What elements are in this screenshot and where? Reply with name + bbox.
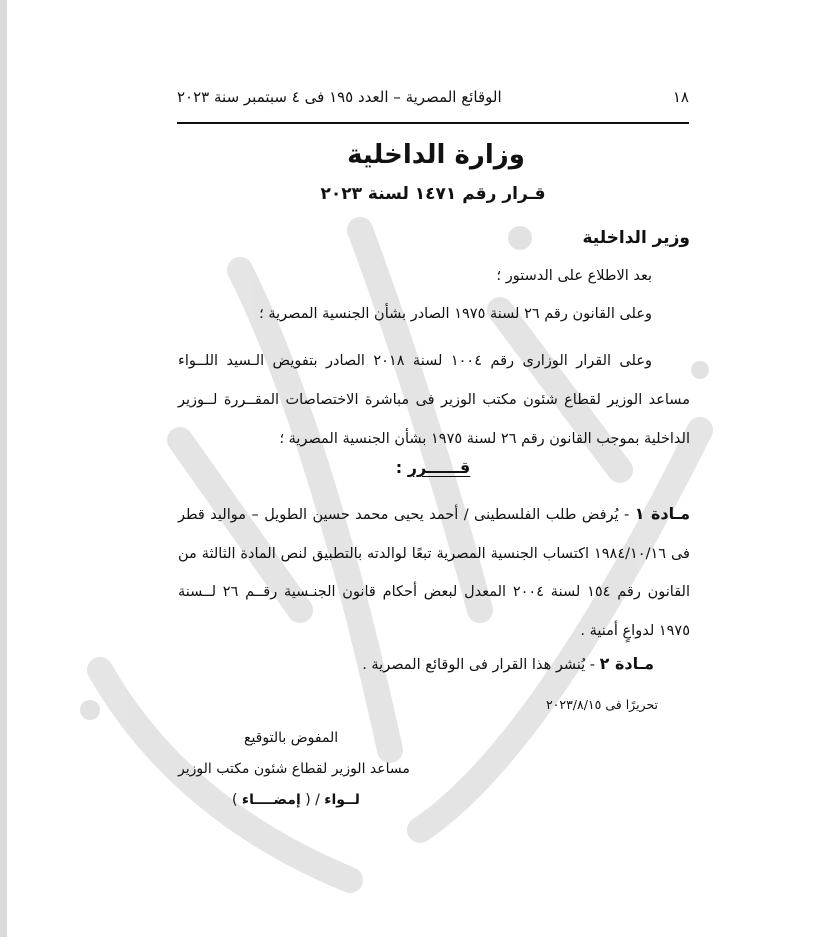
page-number: ١٨ — [672, 88, 689, 106]
recital-law-26: وعلى القانون رقم ٢٦ لسنة ١٩٧٥ الصادر بشأن الجنسية المصرية ؛ — [259, 306, 652, 322]
signature-separator: / ( — [300, 792, 325, 808]
publication-title: الوقائع المصرية – العدد ١٩٥ فى ٤ سبتمبر سنة ٢٠٢٣ — [177, 88, 502, 106]
signature-close: ) — [232, 792, 242, 808]
decided-colon: : — [395, 458, 408, 477]
article-2 — [178, 654, 690, 675]
page-edge — [0, 0, 7, 937]
signature-position: مساعد الوزير لقطاع شئون مكتب الوزير — [178, 761, 410, 777]
article-2-text: - يُنشر هذا القرار فى الوقائع المصرية . — [362, 657, 600, 673]
header-rule — [177, 122, 689, 124]
recital-decree-1004: وعلى القرار الوزارى رقم ١٠٠٤ لسنة ٢٠١٨ الصادر بتفويض الـسيد اللــواء مساعد الوزير لقطاع شئون مكتب الوزير فى مباشرة الاختصاصات المقــررة لــوزير الداخلية بموجب القانون رقم ٢٦ لسنة ١٩٧٥ بشأن الجنسية المصرية ؛ — [178, 353, 690, 447]
article-1 — [178, 495, 690, 650]
ministry-title: وزارة الداخلية — [347, 140, 525, 170]
article-1-text: - يُرفض طلب الفلسطينى / أحمد يحيى محمد حسين الطويل – مواليد قطر فى ١٩٨٤/١٠/١٦ اكتساب الجنسية المصرية تبعًا لوالدته بالتطبيق لنص المادة الثالثة من القانون رقم ١٥٤ لسنة ٢٠٠٤ المعدل لبعض أحكام قانون الجنـسية رقــم ٢٦ لــسنة ١٩٧٥ لدواعٍ أمنية . — [178, 507, 690, 639]
issue-date: تحريرًا فى ٢٠٢٣/٨/١٥ — [545, 697, 658, 712]
signature-rank: لــواء — [324, 792, 360, 808]
signature-signed: إمضــــاء — [241, 792, 301, 808]
recital-constitution: بعد الاطلاع على الدستور ؛ — [496, 268, 652, 284]
decided-label: قــــــرر — [407, 458, 471, 477]
signature-authorized: المفوض بالتوقيع — [244, 730, 339, 746]
signature-line — [232, 792, 360, 808]
article-1-label: مـادة ١ — [634, 504, 690, 523]
issuer-heading: وزير الداخلية — [582, 228, 690, 248]
article-2-label: مـادة ٢ — [599, 654, 654, 673]
decision-number: قـرار رقم ١٤٧١ لسنة ٢٠٢٣ — [320, 184, 546, 204]
running-header — [177, 88, 689, 116]
decided-heading — [177, 458, 689, 477]
